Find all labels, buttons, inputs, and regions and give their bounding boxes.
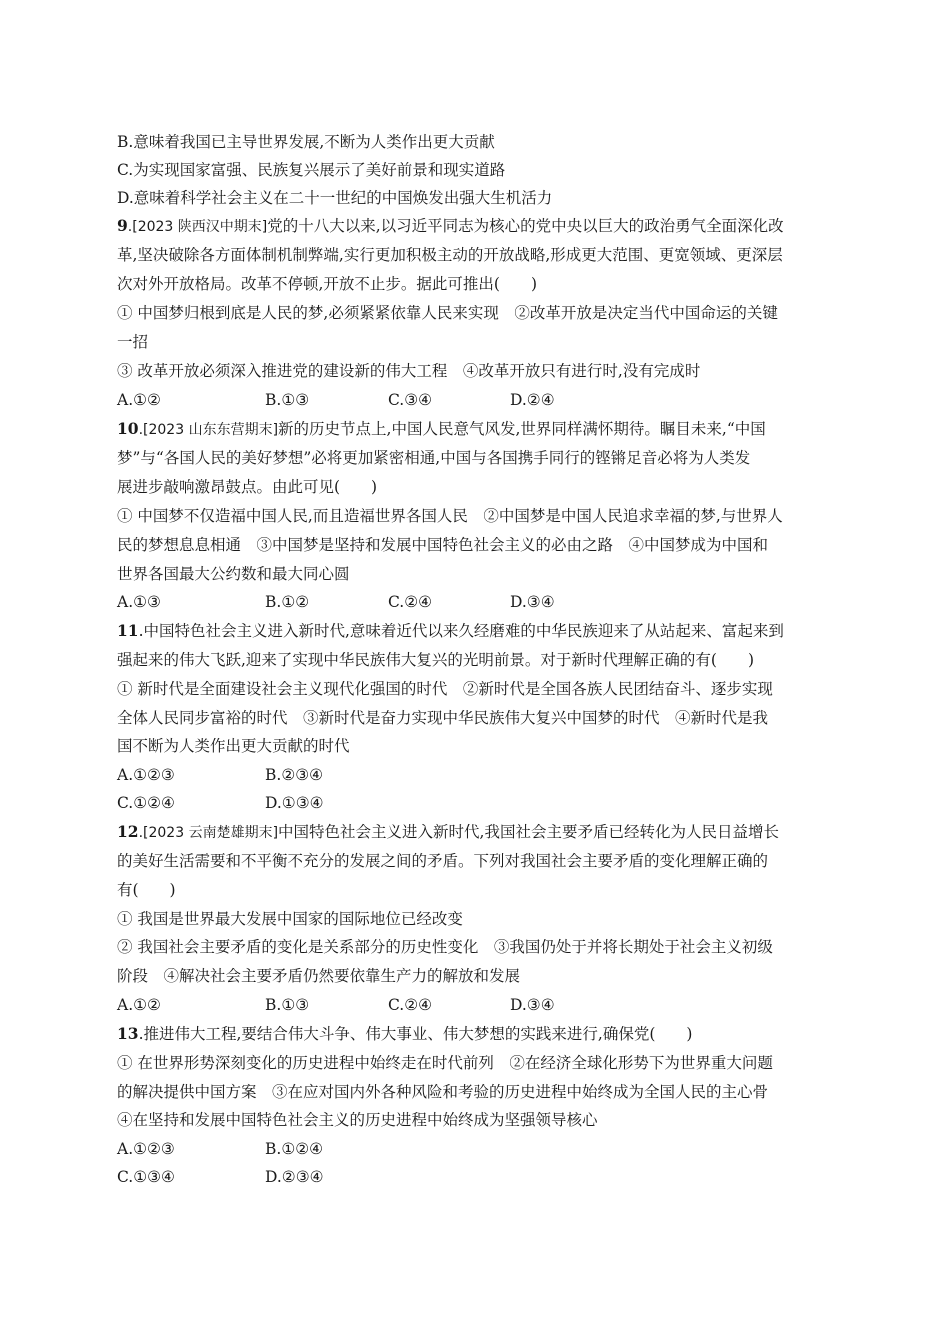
question-10-stem [117,419,837,440]
choice-c[interactable]: C.③④ [388,391,433,409]
choice-c[interactable]: C.①③④ [117,1168,175,1186]
choice-a[interactable]: A.①③ [117,593,161,611]
choice-d[interactable]: D.②③④ [265,1168,324,1186]
prev-option-b: B.意味着我国已主导世界发展,不断为人类作出更大贡献 [117,133,495,151]
question-9-item: ③ 改革开放必须深入推进党的建设新的伟大工程 ④改革开放只有进行时,没有完成时 [117,362,701,380]
question-9-line: 革,坚决破除各方面体制机制弊端,实行更加积极主动的开放战略,形成更大范围、更宽领域、更深层 [117,246,783,264]
question-13-item: ① 在世界形势深刻变化的历史进程中始终走在时代前列 ②在经济全球化形势下为世界重大问题 [117,1054,773,1072]
question-source: .[2023 陕西汉中期末] [127,219,268,235]
question-9-item: 一招 [117,333,149,351]
choice-b[interactable]: B.②③④ [265,766,324,784]
choice-d[interactable]: D.③④ [510,996,555,1014]
question-number: 12 [117,822,139,841]
choice-b[interactable]: B.①③ [265,391,310,409]
choice-b[interactable]: B.①② [265,593,310,611]
question-source: .[2023 云南楚雄期末] [138,825,279,841]
question-11-item: ① 新时代是全面建设社会主义现代化强国的时代 ②新时代是全国各族人民团结奋斗、逐步实现 [117,680,773,698]
question-10-item: ① 中国梦不仅造福中国人民,而且造福世界各国人民 ②中国梦是中国人民追求幸福的梦,与世界人 [117,507,783,525]
choice-a[interactable]: A.①② [117,391,161,409]
prev-option-d: D.意味着科学社会主义在二十一世纪的中国焕发出强大生机活力 [117,189,553,207]
question-10-item: 世界各国最大公约数和最大同心圆 [117,565,350,583]
prev-option-c: C.为实现国家富强、民族复兴展示了美好前景和现实道路 [117,161,506,179]
question-11-item: 国不断为人类作出更大贡献的时代 [117,737,350,755]
question-13-item: ④在坚持和发展中国特色社会主义的历史进程中始终成为坚强领导核心 [117,1111,598,1129]
question-number: 10 [117,419,139,438]
choice-a[interactable]: A.①②③ [117,766,175,784]
choice-b[interactable]: B.①②④ [265,1140,324,1158]
question-number: 13 [117,1024,139,1043]
choice-d[interactable]: D.②④ [510,391,555,409]
question-10-line: 展进步敲响激昂鼓点。由此可见( ) [117,478,378,496]
choice-a[interactable]: A.①②③ [117,1140,175,1158]
question-12-stem [117,822,837,843]
question-12-item: ② 我国社会主要矛盾的变化是关系部分的历史性变化 ③我国仍处于并将长期处于社会主义初级 [117,938,773,956]
question-source: .[2023 山东东营期末] [138,422,279,438]
question-13-stem [117,1024,837,1044]
question-11-line: 强起来的伟大飞跃,迎来了实现中华民族伟大复兴的光明前景。对于新时代理解正确的有( ) [117,651,755,669]
question-9-line: 次对外开放格局。改革不停顿,开放不止步。据此可推出( ) [117,275,538,293]
choice-c[interactable]: C.②④ [388,996,433,1014]
choice-c[interactable]: C.①②④ [117,794,175,812]
choice-c[interactable]: C.②④ [388,593,433,611]
question-13-item: 的解决提供中国方案 ③在应对国内外各种风险和考验的历史进程中始终成为全国人民的主心骨 [117,1083,769,1101]
choice-b[interactable]: B.①③ [265,996,310,1014]
question-text: .推进伟大工程,要结合伟大斗争、伟大事业、伟大梦想的实践来进行,确保党( ) [138,1025,693,1043]
question-10-line: 梦”与“各国人民的美好梦想”必将更加紧密相通,中国与各国携手同行的铿锵足音必将为人类发 [117,449,751,467]
question-text: .中国特色社会主义进入新时代,意味着近代以来久经磨难的中华民族迎来了从站起来、富起来到 [138,622,784,640]
choice-a[interactable]: A.①② [117,996,161,1014]
question-9-stem [117,216,837,237]
question-12-item: ① 我国是世界最大发展中国家的国际地位已经改变 [117,910,463,928]
question-text: 中国特色社会主义进入新时代,我国社会主要矛盾已经转化为人民日益增长 [278,823,779,841]
question-text: 新的历史节点上,中国人民意气风发,世界同样满怀期待。瞩目未来,“中国 [278,420,766,438]
question-9-item: ① 中国梦归根到底是人民的梦,必须紧紧依靠人民来实现 ②改革开放是决定当代中国命运的关键 [117,304,778,322]
choice-d[interactable]: D.③④ [510,593,555,611]
question-11-stem [117,621,837,641]
question-number: 9 [117,216,128,235]
question-11-item: 全体人民同步富裕的时代 ③新时代是奋力实现中华民族伟大复兴中国梦的时代 ④新时代是我 [117,709,769,727]
question-12-item: 阶段 ④解决社会主要矛盾仍然要依靠生产力的解放和发展 [117,967,521,985]
question-12-line: 有( ) [117,881,176,899]
question-text: 党的十八大以来,以习近平同志为核心的党中央以巨大的政治勇气全面深化改 [267,217,784,235]
question-10-item: 民的梦想息息相通 ③中国梦是坚持和发展中国特色社会主义的必由之路 ④中国梦成为中国和 [117,536,769,554]
question-12-line: 的美好生活需要和不平衡不充分的发展之间的矛盾。下列对我国社会主要矛盾的变化理解正确的 [117,852,769,870]
choice-d[interactable]: D.①③④ [265,794,324,812]
question-number: 11 [117,621,139,640]
